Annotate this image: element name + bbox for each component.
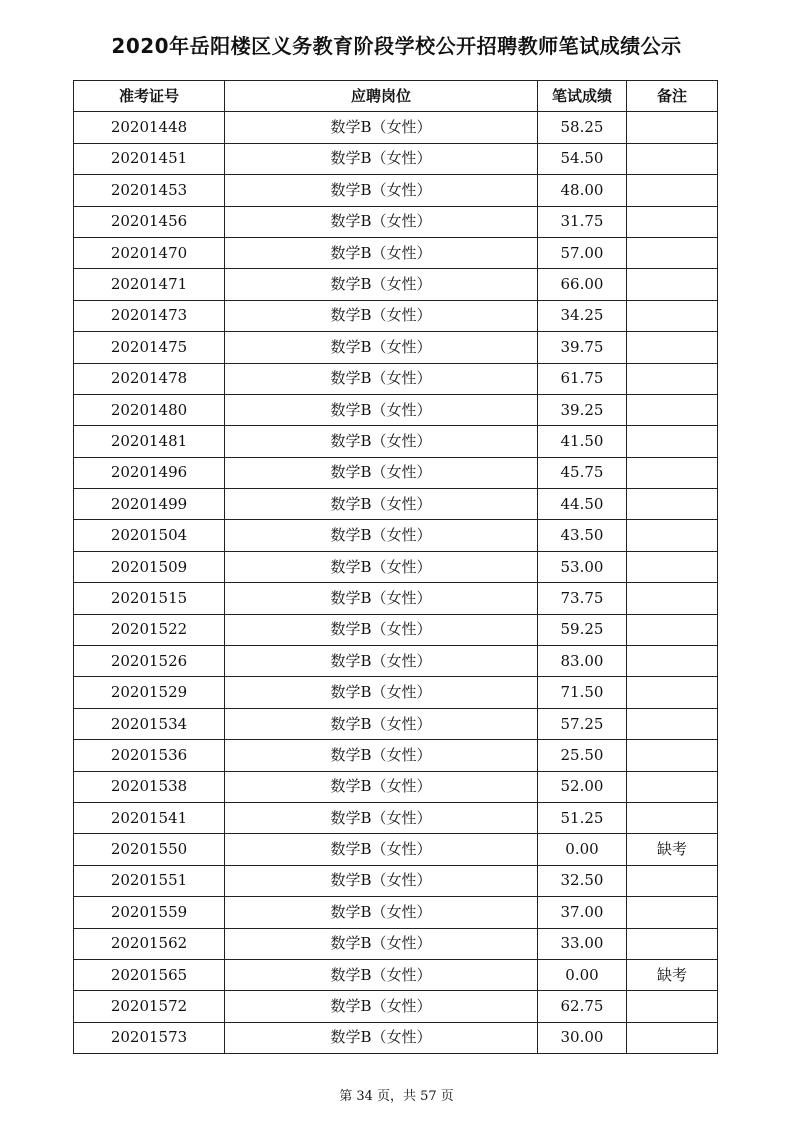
cell-exam-id: 20201565: [74, 959, 225, 990]
cell-score: 31.75: [538, 206, 627, 237]
cell-score: 25.50: [538, 740, 627, 771]
cell-remark: [627, 332, 718, 363]
cell-score: 41.50: [538, 426, 627, 457]
cell-position: 数学B（女性）: [225, 206, 538, 237]
table-row: [74, 363, 718, 394]
cell-position: 数学B（女性）: [225, 771, 538, 802]
cell-position: 数学B（女性）: [225, 1022, 538, 1053]
cell-exam-id: 20201456: [74, 206, 225, 237]
cell-position: 数学B（女性）: [225, 363, 538, 394]
cell-remark: [627, 677, 718, 708]
cell-score: 71.50: [538, 677, 627, 708]
cell-exam-id: 20201562: [74, 928, 225, 959]
cell-position: 数学B（女性）: [225, 394, 538, 425]
header-exam-id: 准考证号: [74, 81, 225, 112]
cell-remark: [627, 112, 718, 143]
cell-exam-id: 20201541: [74, 802, 225, 833]
table-row: [74, 834, 718, 865]
cell-position: 数学B（女性）: [225, 332, 538, 363]
cell-score: 34.25: [538, 300, 627, 331]
cell-position: 数学B（女性）: [225, 802, 538, 833]
cell-score: 48.00: [538, 175, 627, 206]
cell-exam-id: 20201526: [74, 646, 225, 677]
cell-exam-id: 20201536: [74, 740, 225, 771]
cell-remark: [627, 928, 718, 959]
table-row: [74, 237, 718, 268]
cell-exam-id: 20201504: [74, 520, 225, 551]
cell-score: 53.00: [538, 551, 627, 582]
cell-position: 数学B（女性）: [225, 112, 538, 143]
table-row: [74, 959, 718, 990]
table-row: [74, 206, 718, 237]
table-row: [74, 143, 718, 174]
cell-exam-id: 20201572: [74, 991, 225, 1022]
table-row: [74, 771, 718, 802]
cell-score: 30.00: [538, 1022, 627, 1053]
table-row: [74, 802, 718, 833]
cell-score: 51.25: [538, 802, 627, 833]
cell-exam-id: 20201471: [74, 269, 225, 300]
table-row: [74, 614, 718, 645]
cell-score: 59.25: [538, 614, 627, 645]
cell-position: 数学B（女性）: [225, 551, 538, 582]
table-row: [74, 677, 718, 708]
cell-position: 数学B（女性）: [225, 834, 538, 865]
cell-score: 57.25: [538, 708, 627, 739]
cell-exam-id: 20201534: [74, 708, 225, 739]
cell-position: 数学B（女性）: [225, 269, 538, 300]
cell-position: 数学B（女性）: [225, 928, 538, 959]
cell-position: 数学B（女性）: [225, 426, 538, 457]
cell-remark: [627, 740, 718, 771]
cell-position: 数学B（女性）: [225, 300, 538, 331]
cell-position: 数学B（女性）: [225, 237, 538, 268]
cell-exam-id: 20201480: [74, 394, 225, 425]
cell-exam-id: 20201551: [74, 865, 225, 896]
cell-remark: [627, 551, 718, 582]
cell-exam-id: 20201538: [74, 771, 225, 802]
cell-remark: [627, 646, 718, 677]
cell-exam-id: 20201451: [74, 143, 225, 174]
cell-exam-id: 20201448: [74, 112, 225, 143]
table-row: [74, 551, 718, 582]
table-row: [74, 928, 718, 959]
cell-score: 39.75: [538, 332, 627, 363]
cell-exam-id: 20201475: [74, 332, 225, 363]
cell-score: 44.50: [538, 489, 627, 520]
cell-score: 37.00: [538, 897, 627, 928]
cell-remark: [627, 614, 718, 645]
cell-score: 62.75: [538, 991, 627, 1022]
table-row: [74, 269, 718, 300]
cell-exam-id: 20201515: [74, 583, 225, 614]
cell-exam-id: 20201559: [74, 897, 225, 928]
table-row: [74, 175, 718, 206]
cell-remark: [627, 394, 718, 425]
table-header-row: [74, 81, 718, 112]
cell-score: 73.75: [538, 583, 627, 614]
cell-exam-id: 20201481: [74, 426, 225, 457]
cell-remark: [627, 175, 718, 206]
cell-score: 52.00: [538, 771, 627, 802]
table-row: [74, 394, 718, 425]
table-row: [74, 300, 718, 331]
cell-remark: [627, 489, 718, 520]
cell-score: 57.00: [538, 237, 627, 268]
cell-remark: [627, 991, 718, 1022]
cell-remark: [627, 583, 718, 614]
cell-score: 66.00: [538, 269, 627, 300]
cell-exam-id: 20201529: [74, 677, 225, 708]
table-row: [74, 583, 718, 614]
cell-position: 数学B（女性）: [225, 991, 538, 1022]
cell-remark: [627, 897, 718, 928]
cell-exam-id: 20201473: [74, 300, 225, 331]
cell-position: 数学B（女性）: [225, 959, 538, 990]
cell-remark: [627, 771, 718, 802]
cell-remark: [627, 143, 718, 174]
cell-remark: [627, 1022, 718, 1053]
cell-score: 58.25: [538, 112, 627, 143]
page-footer: 第 34 页，共 57 页: [339, 1089, 454, 1104]
cell-position: 数学B（女性）: [225, 708, 538, 739]
cell-score: 61.75: [538, 363, 627, 394]
header-remark: 备注: [627, 81, 718, 112]
cell-score: 32.50: [538, 865, 627, 896]
cell-position: 数学B（女性）: [225, 175, 538, 206]
cell-position: 数学B（女性）: [225, 677, 538, 708]
cell-position: 数学B（女性）: [225, 646, 538, 677]
cell-exam-id: 20201470: [74, 237, 225, 268]
cell-exam-id: 20201453: [74, 175, 225, 206]
cell-score: 33.00: [538, 928, 627, 959]
table-row: [74, 897, 718, 928]
cell-score: 83.00: [538, 646, 627, 677]
cell-position: 数学B（女性）: [225, 143, 538, 174]
table-row: [74, 865, 718, 896]
cell-score: 0.00: [538, 834, 627, 865]
cell-remark: [627, 520, 718, 551]
cell-position: 数学B（女性）: [225, 614, 538, 645]
table-row: [74, 991, 718, 1022]
header-score: 笔试成绩: [538, 81, 627, 112]
cell-remark: [627, 237, 718, 268]
cell-position: 数学B（女性）: [225, 897, 538, 928]
cell-exam-id: 20201496: [74, 457, 225, 488]
cell-remark: [627, 426, 718, 457]
table-row: [74, 489, 718, 520]
cell-remark: [627, 457, 718, 488]
cell-position: 数学B（女性）: [225, 457, 538, 488]
cell-score: 0.00: [538, 959, 627, 990]
cell-position: 数学B（女性）: [225, 583, 538, 614]
cell-remark: [627, 300, 718, 331]
cell-position: 数学B（女性）: [225, 865, 538, 896]
table-row: [74, 112, 718, 143]
table-row: [74, 520, 718, 551]
cell-remark: 缺考: [627, 834, 718, 865]
page-title: 2020年岳阳楼区义务教育阶段学校公开招聘教师笔试成绩公示: [111, 34, 682, 58]
table-row: [74, 332, 718, 363]
cell-remark: [627, 802, 718, 833]
header-position: 应聘岗位: [225, 81, 538, 112]
table-row: [74, 646, 718, 677]
table-row: [74, 457, 718, 488]
cell-exam-id: 20201509: [74, 551, 225, 582]
cell-score: 54.50: [538, 143, 627, 174]
cell-score: 39.25: [538, 394, 627, 425]
cell-position: 数学B（女性）: [225, 520, 538, 551]
cell-remark: [627, 865, 718, 896]
cell-exam-id: 20201478: [74, 363, 225, 394]
cell-exam-id: 20201522: [74, 614, 225, 645]
cell-score: 45.75: [538, 457, 627, 488]
table-body: [74, 112, 718, 1054]
cell-position: 数学B（女性）: [225, 740, 538, 771]
cell-score: 43.50: [538, 520, 627, 551]
cell-remark: [627, 269, 718, 300]
cell-remark: [627, 363, 718, 394]
cell-remark: [627, 206, 718, 237]
cell-exam-id: 20201499: [74, 489, 225, 520]
cell-remark: 缺考: [627, 959, 718, 990]
table-row: [74, 708, 718, 739]
table-row: [74, 426, 718, 457]
table-row: [74, 740, 718, 771]
score-table: [73, 80, 718, 1054]
cell-exam-id: 20201550: [74, 834, 225, 865]
cell-exam-id: 20201573: [74, 1022, 225, 1053]
cell-remark: [627, 708, 718, 739]
table-row: [74, 1022, 718, 1053]
cell-position: 数学B（女性）: [225, 489, 538, 520]
